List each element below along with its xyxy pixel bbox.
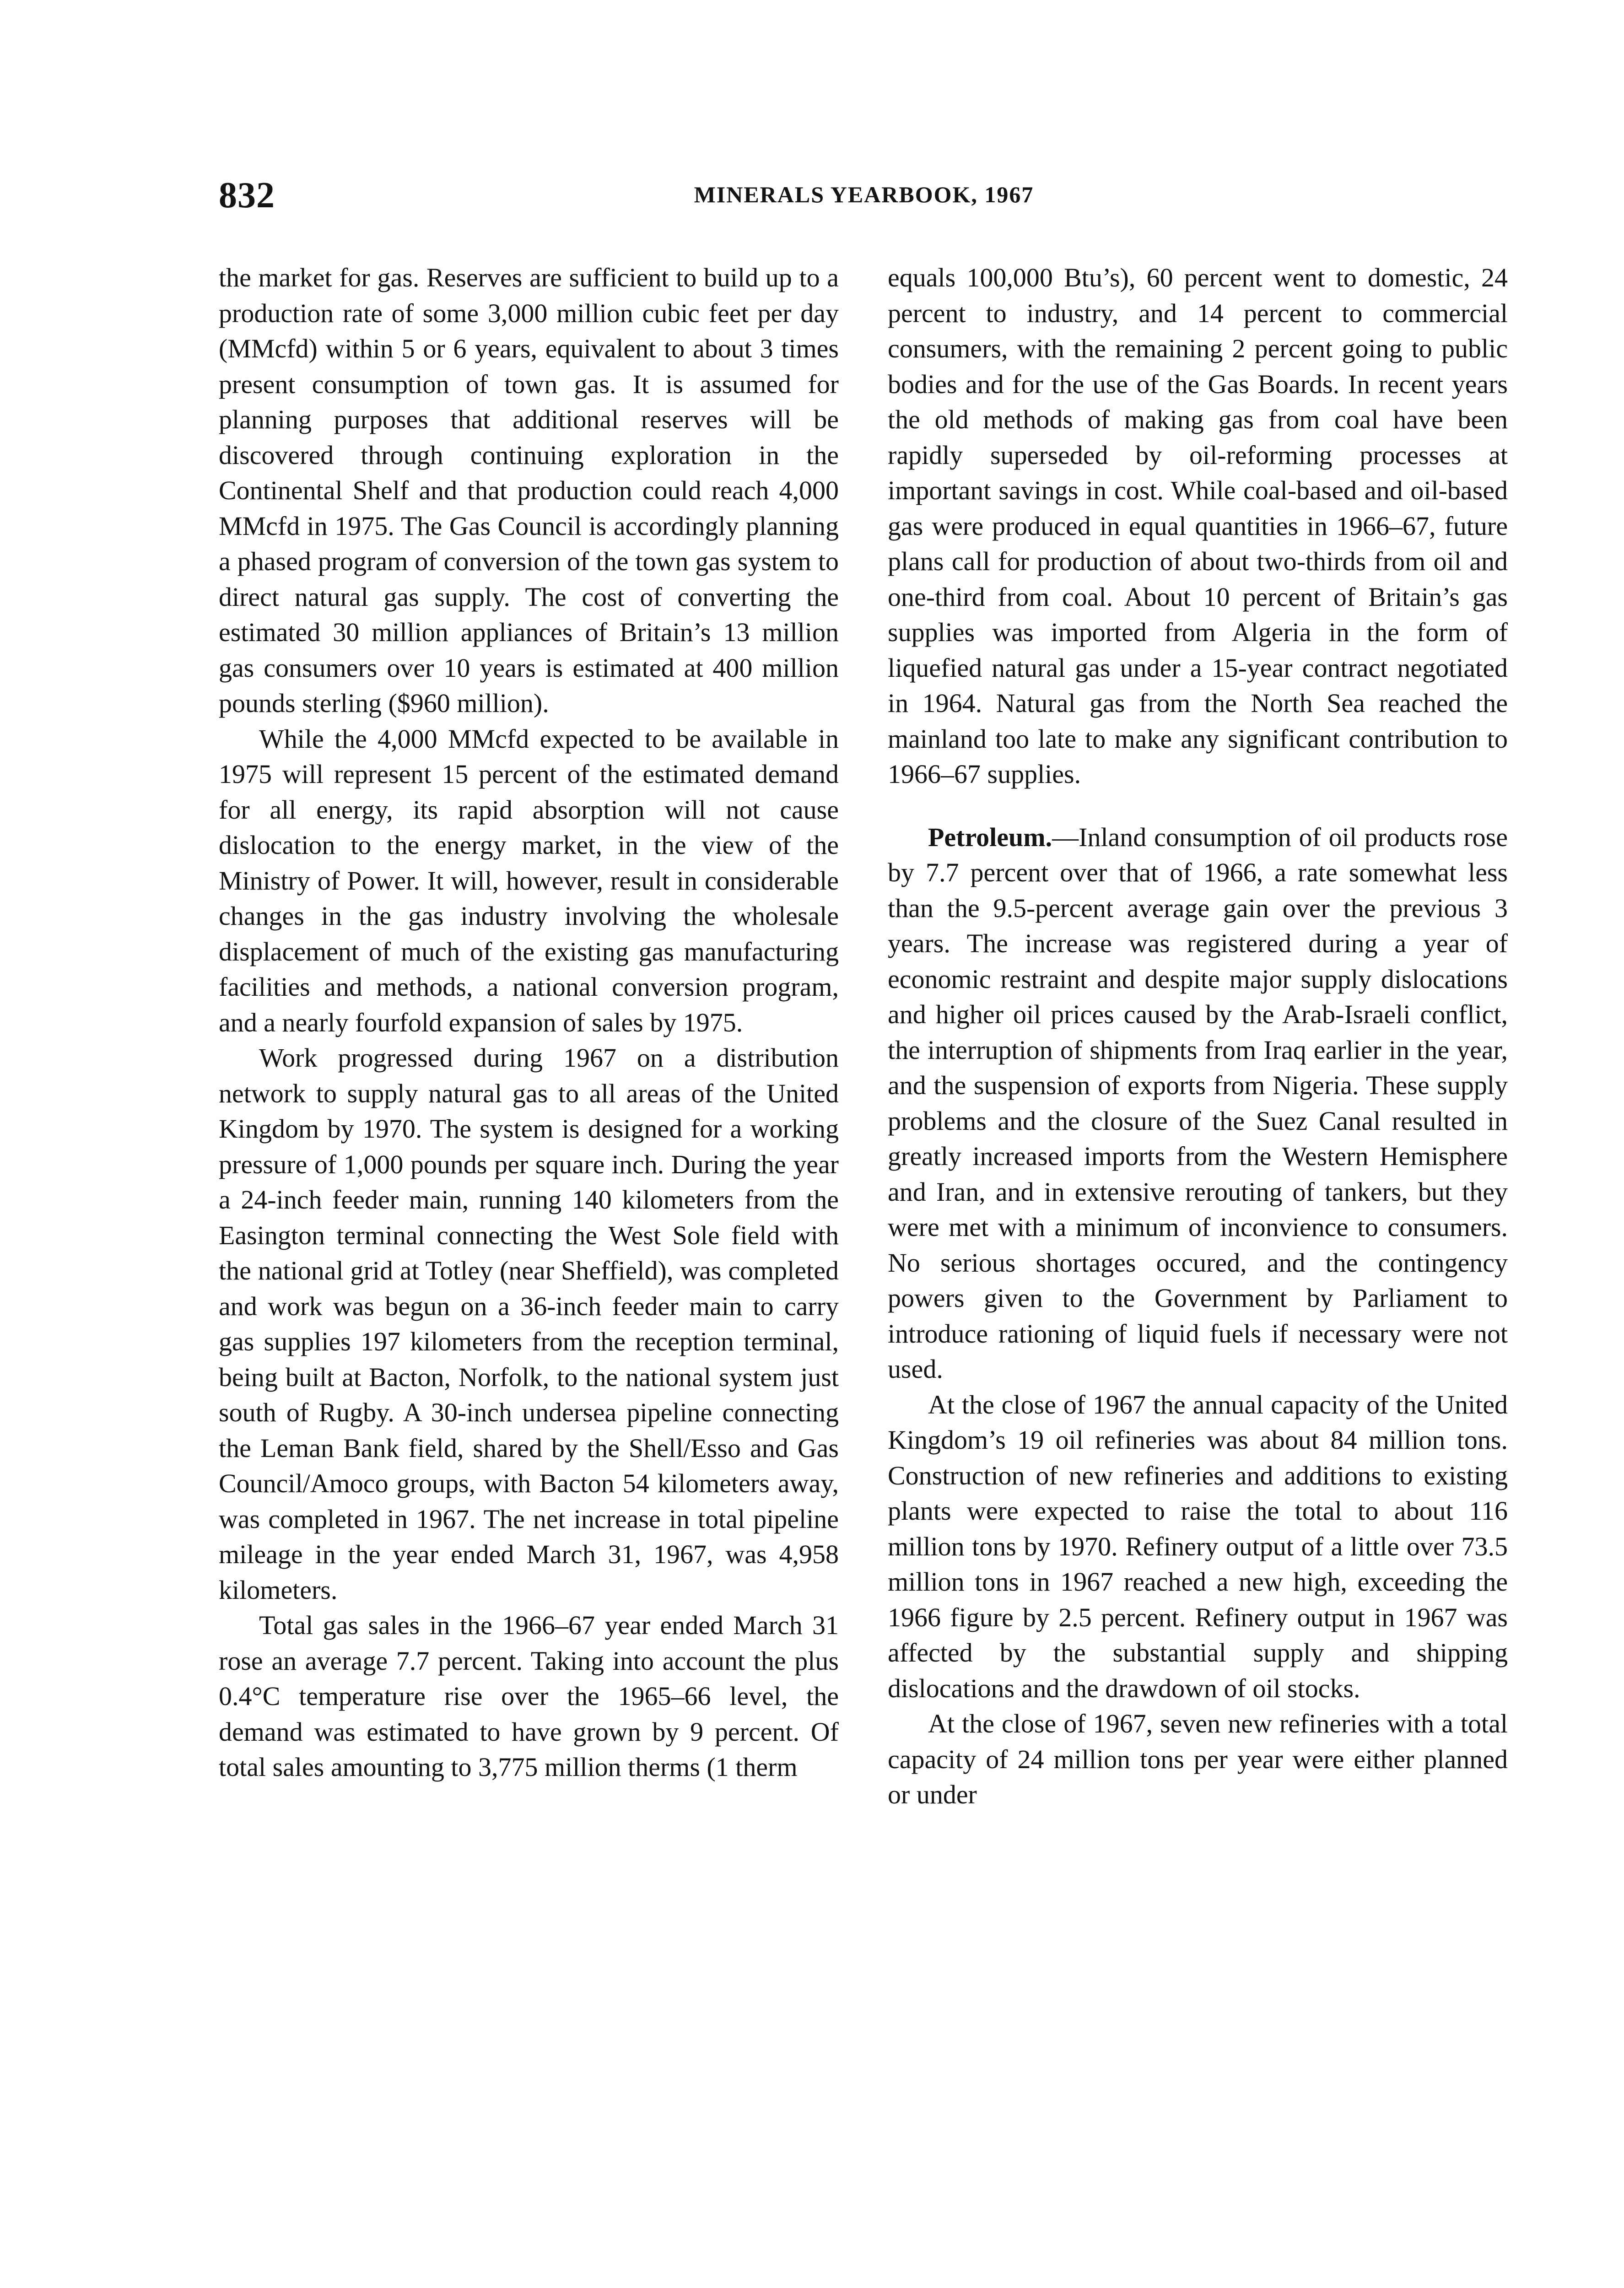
running-head: MINERALS YEARBOOK, 1967	[694, 182, 1034, 207]
page-header	[219, 175, 1509, 216]
paragraph-refinery-capacity: At the close of 1967 the annual capacity of the United Kingdom’s 19 oil refineries was about 84 million tons. Construction of new refineries and additions to existing plants were expected to raise the total to about 116 million tons by 1970. Refinery output of a little over 73.5 million tons in 1967 reached a new high, exceeding the 1966 figure by 2.5 percent. Refinery output in 1967 was affected by the substantial supply and shipping dislocations and the drawdown of oil stocks.	[888, 1389, 1508, 1703]
left-column	[219, 260, 839, 1785]
petroleum-body: —Inland consumption of oil products rose by 7.7 percent over that of 1966, a rate somewhat less than the 9.5-percent average gain over the previous 3 years. The increase was registered during a year of economic restraint and despite major supply dislocations and higher oil prices caused by the Arab-Israeli conflict, the interruption of shipments from Iraq earlier in the year, and the suspension of exports from Nigeria. These supply problems and the closure of the Suez Canal resulted in greatly increased imports from the Western Hemisphere and Iran, and in extensive rerouting of tankers, but they were met with a minimum of inconvience to consumers. No serious shortages occured, and the contingency powers given to the Government by Parliament to introduce rationing of liquid fuels if necessary were not used.	[888, 822, 1508, 1384]
paragraph-gas-reserves: the market for gas. Reserves are sufficient to build up to a production rate of some 3,000 million cubic feet per day (MMcfd) within 5 or 6 years, equivalent to about 3 times present consumption of town gas. It is assumed for planning purposes that additional reserves will be discovered through continuing exploration in the Continental Shelf and that production could reach 4,000 MMcfd in 1975. The Gas Council is accordingly planning a phased program of conversion of the town gas system to direct natural gas supply. The cost of converting the estimated 30 million appliances of Britain’s 13 million gas consumers over 10 years is estimated at 400 million pounds sterling ($960 million).	[219, 263, 839, 718]
page-number: 832	[219, 175, 275, 216]
paragraph-distribution-network: Work progressed during 1967 on a distribution network to supply natural gas to all areas of the United Kingdom by 1970. The system is designed for a working pressure of 1,000 pounds per square inch. During the year a 24-inch feeder main, running 140 kilometers from the Easington terminal connecting the West Sole field with the national grid at Totley (near Sheffield), was completed and work was begun on a 36-inch feeder main to carry gas supplies 197 kilometers from the reception terminal, being built at Bacton, Norfolk, to the national system just south of Rugby. A 30-inch undersea pipeline connecting the Leman Bank field, shared by the Shell/Esso and Gas Council/Amoco groups, with Bacton 54 kilometers away, was completed in 1967. The net increase in total pipeline mileage in the year ended March 31, 1967, was 4,958 kilometers.	[219, 1043, 839, 1605]
section-heading-petroleum: Petroleum.	[928, 822, 1052, 852]
paragraph-gas-sales: Total gas sales in the 1966–67 year ended March 31 rose an average 7.7 percent. Taking into account the plus 0.4°C temperature rise over the 1965–66 level, the demand was estimated to have grown by 9 percent. Of total sales amounting to 3,775 million therms (1 therm	[219, 1610, 839, 1782]
paragraph-new-refineries: At the close of 1967, seven new refineries with a total capacity of 24 million tons per year were either planned or under	[888, 1709, 1508, 1809]
right-column	[888, 260, 1508, 1813]
paragraph-gas-demand: While the 4,000 MMcfd expected to be available in 1975 will represent 15 percent of the estimated demand for all energy, its rapid absorption will not cause dislocation to the energy market, in the view of the Ministry of Power. It will, however, result in considerable changes in the gas industry involving the wholesale displacement of much of the existing gas manufacturing facilities and methods, a national conversion program, and a nearly fourfold expansion of sales by 1975.	[219, 723, 839, 1037]
paragraph-gas-sales-continued: equals 100,000 Btu’s), 60 percent went to domestic, 24 percent to industry, and 14 percent to commercial consumers, with the remaining 2 percent going to public bodies and for the use of the Gas Boards. In recent years the old methods of making gas from coal have been rapidly superseded by oil-reforming processes at important savings in cost. While coal-based and oil-based gas were produced in equal quantities in 1966–67, future plans call for production of about two-thirds from oil and one-third from coal. About 10 percent of Britain’s gas supplies was imported from Algeria in the form of liquefied natural gas under a 15-year contract negotiated in 1964. Natural gas from the North Sea reached the mainland too late to make any significant contribution to 1966–67 supplies.	[888, 263, 1508, 789]
paragraph-petroleum	[888, 820, 1508, 1387]
